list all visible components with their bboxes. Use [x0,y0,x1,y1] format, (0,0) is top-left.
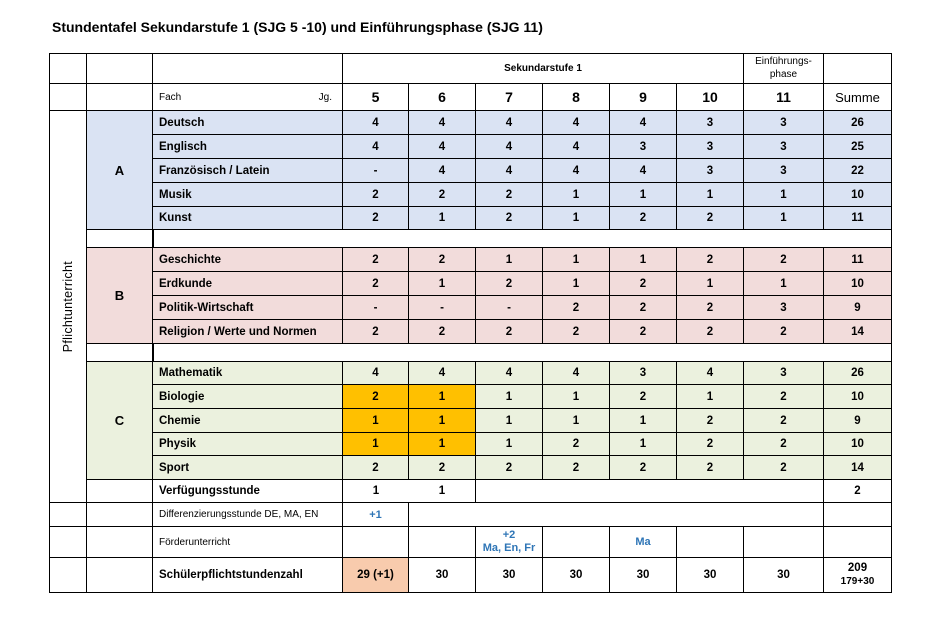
header-einfuehrungsphase [744,53,824,84]
hours-cell: 3 [744,111,824,135]
hours-cell: 2 [476,183,543,207]
spacer-cell [87,230,153,248]
empty-cell [409,527,476,558]
empty-cell [87,558,153,593]
subject-erdkunde: Erdkunde [153,272,343,296]
sum-cell: 14 [824,456,892,480]
header-year-6: 6 [409,84,476,111]
subject-englisch: Englisch [153,135,343,159]
hours-cell: 2 [744,385,824,409]
header-einfuehrungsphase-line: phase [769,69,798,80]
header-summe: Summe [824,84,892,111]
subject-physik: Physik [153,433,343,456]
hours-cell: 2 [610,456,677,480]
header-year-9: 9 [610,84,677,111]
hours-cell: 4 [543,362,610,385]
hours-cell: 1 [543,409,610,433]
sum-cell: 10 [824,385,892,409]
foerder-jg7 [476,527,543,558]
hours-cell: 2 [610,296,677,320]
hours-cell: 2 [409,183,476,207]
hours-cell: 2 [543,296,610,320]
hours-cell: 1 [744,207,824,230]
empty-cell [87,503,153,527]
subject-politik-wirtschaft: Politik-Wirtschaft [153,296,343,320]
hours-cell: 1 [543,385,610,409]
hours-cell: 2 [744,456,824,480]
empty-cell [824,503,892,527]
hours-cell: 4 [343,135,409,159]
total-cell: 30 [677,558,744,593]
header-einfuehrungsphase-line: Einführungs- [755,56,812,67]
foerder-jg7-hours: +2 [502,529,516,541]
hours-cell: 2 [343,207,409,230]
hours-cell: 3 [677,159,744,183]
hours-cell: 1 [543,272,610,296]
subject-deutsch: Deutsch [153,111,343,135]
hours-cell: 1 [610,248,677,272]
header-empty-cell [824,53,892,84]
hours-cell: 1 [744,183,824,207]
header-year-10: 10 [677,84,744,111]
subject-biologie: Biologie [153,385,343,409]
empty-cell [343,527,409,558]
hours-cell: 1 [610,409,677,433]
hours-cell: 3 [610,135,677,159]
hours-cell: 2 [476,272,543,296]
hours-cell: 4 [476,135,543,159]
sum-cell: 10 [824,272,892,296]
total-label: Schülerpflichtstundenzahl [153,558,343,593]
hours-cell: 2 [610,207,677,230]
hours-cell: 3 [744,296,824,320]
hours-cell: 2 [677,296,744,320]
subject-geschichte: Geschichte [153,248,343,272]
sum-cell: 9 [824,296,892,320]
foerder-jg9: Ma [610,527,677,558]
total-cell: 30 [610,558,677,593]
hours-cell: 2 [677,248,744,272]
hours-cell: 3 [744,135,824,159]
empty-cell [543,527,610,558]
hours-cell: 1 [677,183,744,207]
hours-cell: 1 [543,248,610,272]
empty-cell [49,503,87,527]
hours-cell: 1 [409,433,476,456]
empty-cell [476,480,824,503]
empty-cell [49,558,87,593]
empty-cell [87,480,153,503]
hours-cell: 2 [744,320,824,344]
hours-cell: 2 [343,456,409,480]
hours-cell: 1 [343,433,409,456]
hours-cell: 4 [476,111,543,135]
hours-cell: 4 [543,135,610,159]
hours-cell: 4 [409,159,476,183]
hours-cell: 2 [744,433,824,456]
hours-cell: 2 [677,320,744,344]
hours-cell: 2 [343,183,409,207]
hours-cell: 1 [610,183,677,207]
total-cell: 30 [543,558,610,593]
differenzierung-label: Differenzierungsstunde DE, MA, EN [153,503,343,527]
hours-cell: 2 [677,207,744,230]
sum-cell: 26 [824,111,892,135]
sum-cell: 14 [824,320,892,344]
total-cell: 30 [744,558,824,593]
subject-sport: Sport [153,456,343,480]
hours-cell: 3 [744,159,824,183]
spacer-cell [87,344,153,362]
sum-cell: 11 [824,248,892,272]
empty-cell [677,527,744,558]
spacer-row [153,344,892,362]
header-year-5: 5 [343,84,409,111]
subject-chemie: Chemie [153,409,343,433]
sum-cell: 9 [824,409,892,433]
sum-cell: 11 [824,207,892,230]
hours-cell: 1 [543,183,610,207]
total-sum [824,558,892,593]
empty-cell [409,503,824,527]
hours-cell: 2 [343,385,409,409]
hours-cell: 3 [610,362,677,385]
hours-cell: 1 [744,272,824,296]
header-year-7: 7 [476,84,543,111]
total-cell: 29 (+1) [343,558,409,593]
group-label-B: B [87,248,153,344]
hours-cell: 2 [543,433,610,456]
group-label-A: A [87,111,153,230]
total-sum-value: 209 [847,562,868,574]
subject-religion-werte-und-normen: Religion / Werte und Normen [153,320,343,344]
hours-cell: 4 [476,362,543,385]
hours-cell: 2 [677,433,744,456]
hours-cell: 2 [543,320,610,344]
hours-cell: 3 [677,135,744,159]
hours-cell: 4 [409,362,476,385]
hours-cell: 2 [476,207,543,230]
header-fach-jg [153,84,343,111]
hours-cell: 2 [343,248,409,272]
hours-cell: 4 [677,362,744,385]
hours-cell: 2 [476,456,543,480]
hours-cell: 4 [543,111,610,135]
hours-cell: 1 [343,480,409,503]
hours-cell: 1 [677,385,744,409]
hours-cell: 2 [744,248,824,272]
pflichtunterricht-cell [49,111,87,503]
differenzierung-value: +1 [343,503,409,527]
hours-cell: 2 [610,385,677,409]
hours-cell: 1 [343,409,409,433]
hours-cell: 1 [409,409,476,433]
total-sum-breakdown: 179+30 [840,576,875,587]
subject-kunst: Kunst [153,207,343,230]
header-empty-cell [49,84,87,111]
header-empty-cell [49,53,87,84]
hours-cell: 4 [409,135,476,159]
total-cell: 30 [409,558,476,593]
hours-cell: - [343,159,409,183]
hours-cell: 1 [476,433,543,456]
empty-cell [49,527,87,558]
subject-mathematik: Mathematik [153,362,343,385]
hours-cell: 4 [543,159,610,183]
hours-cell: 1 [677,272,744,296]
hours-cell: 1 [476,409,543,433]
hours-cell: 1 [543,207,610,230]
header-jg: Jg. [318,91,332,103]
page-title: Stundentafel Sekundarstufe 1 (SJG 5 -10) und Einführungsphase (SJG 11) [52,19,543,35]
foerder-label: Förderunterricht [153,527,343,558]
hours-cell: 4 [610,111,677,135]
hours-cell: - [409,296,476,320]
empty-cell [744,527,824,558]
hours-cell: 4 [343,111,409,135]
header-empty-cell [87,84,153,111]
hours-cell: 1 [409,480,476,503]
hours-cell: 3 [744,362,824,385]
foerder-jg7-subjects: Ma, En, Fr [482,542,536,554]
header-year-11: 11 [744,84,824,111]
hours-cell: 2 [610,272,677,296]
hours-cell: 2 [543,456,610,480]
hours-cell: 3 [677,111,744,135]
hours-cell: 1 [476,248,543,272]
hours-cell: - [476,296,543,320]
hours-cell: 1 [476,385,543,409]
hours-cell: 2 [409,456,476,480]
hours-cell: - [343,296,409,320]
hours-cell: 2 [409,248,476,272]
hours-cell: 2 [677,409,744,433]
hours-cell: 4 [476,159,543,183]
hours-cell: 2 [476,320,543,344]
header-empty-cell [153,53,343,84]
sum-cell: 2 [824,480,892,503]
header-sekundarstufe: Sekundarstufe 1 [343,53,744,84]
verfuegungsstunde-label: Verfügungsstunde [153,480,343,503]
sum-cell: 10 [824,433,892,456]
empty-cell [824,527,892,558]
hours-cell: 2 [744,409,824,433]
sum-cell: 25 [824,135,892,159]
header-empty-cell [87,53,153,84]
total-cell: 30 [476,558,543,593]
hours-cell: 1 [409,385,476,409]
hours-cell: 2 [610,320,677,344]
hours-cell: 4 [610,159,677,183]
header-fach: Fach [159,91,182,103]
hours-cell: 1 [409,272,476,296]
hours-cell: 4 [343,362,409,385]
subject-musik: Musik [153,183,343,207]
sum-cell: 10 [824,183,892,207]
hours-cell: 2 [343,272,409,296]
hours-cell: 1 [409,207,476,230]
group-label-C: C [87,362,153,480]
spacer-row [153,230,892,248]
subject-franz-sisch-latein: Französisch / Latein [153,159,343,183]
sum-cell: 22 [824,159,892,183]
hours-cell: 2 [409,320,476,344]
hours-cell: 1 [610,433,677,456]
header-year-8: 8 [543,84,610,111]
hours-cell: 2 [343,320,409,344]
empty-cell [87,527,153,558]
hours-cell: 2 [677,456,744,480]
sum-cell: 26 [824,362,892,385]
pflichtunterricht-label: Pflichtunterricht [60,260,75,353]
hours-cell: 4 [409,111,476,135]
